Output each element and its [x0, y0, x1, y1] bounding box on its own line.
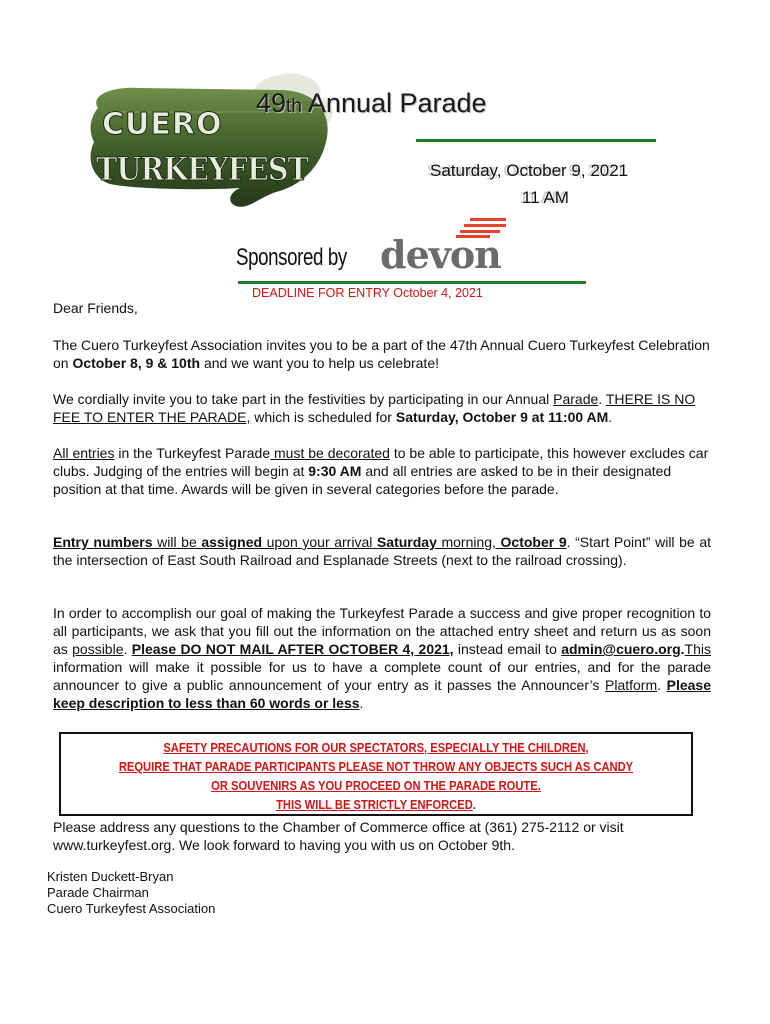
- text: THIS WILL BE STRICTLY ENFORCED: [276, 797, 473, 812]
- signature-block: [47, 869, 215, 917]
- text: .: [472, 797, 476, 812]
- paragraph-parade-info: [53, 390, 711, 426]
- paragraph-invitation: [53, 336, 711, 372]
- safety-line-3: OR SOUVENIRS AS YOU PROCEED ON THE PARADE ROUTE.: [211, 778, 541, 793]
- paragraph-contact: Please address any questions to the Chamber of Commerce office at (361) 275-2112 or visit www.turkeyfest.org. We look forward to having you with us on October 9th.: [53, 819, 624, 853]
- text: information will make it possible for us to have a complete count of our entries, and for the parade announcer to give a public announcement of your entry as it passes the Announcer’s: [53, 659, 711, 693]
- parade-word: Parade: [553, 391, 599, 407]
- text: .: [598, 391, 606, 407]
- safety-notice-box: [59, 732, 693, 816]
- title-suffix: th: [286, 96, 302, 117]
- text: . “Start Point” will be at the intersection of East South Railroad and Esplanade Streets (next to the railroad crossing).: [53, 534, 711, 568]
- all-entries: All entries: [53, 445, 115, 461]
- text: This: [684, 641, 711, 657]
- text: .: [359, 695, 364, 711]
- signer-role: Parade Chairman: [47, 885, 149, 900]
- saturday: Saturday: [376, 534, 437, 550]
- text: instead email to: [453, 641, 562, 657]
- sponsor-label: Sponsored by: [236, 244, 347, 271]
- parade-date-time: Saturday, October 9 at 11:00 AM: [395, 409, 609, 425]
- event-time: 11 AM: [522, 188, 569, 207]
- parade-title: [256, 88, 487, 119]
- must-be-decorated: must be decorated: [270, 445, 390, 461]
- title-rest: Annual Parade: [301, 88, 487, 118]
- sponsor-brand: devon: [380, 232, 501, 277]
- email-address[interactable]: admin@cuero.org: [561, 641, 681, 657]
- no-fee-notice: THERE IS NO FEE TO ENTER THE PARADE,: [53, 391, 696, 425]
- text: to be able to participate, this however excludes car clubs. Judging of the entries will begin at: [53, 445, 709, 479]
- text: upon your arrival: [262, 534, 377, 550]
- paragraph-entry-numbers: [53, 533, 711, 569]
- word-limit: Please keep description to less than 60 words or less: [53, 677, 711, 711]
- paragraph-entries: [53, 444, 711, 498]
- text: and we want you to help us celebrate!: [200, 355, 439, 371]
- safety-line-4: [105, 795, 647, 814]
- event-date: Saturday, October 9, 2021: [430, 161, 629, 180]
- entry-numbers: Entry numbers: [53, 534, 153, 550]
- logo-text-top: CUERO: [102, 107, 223, 142]
- text: The Cuero Turkeyfest Association invites you to be a part of the 47th Annual Cuero Turkeyfest Celebration on: [53, 337, 710, 371]
- text: We cordially invite you to take part in the festivities by participating in our Annual: [53, 391, 554, 407]
- text: REQUIRE THAT PARADE PARTICIPANTS PLEASE NOT THROW ANY OBJECTS SUCH AS CANDY: [118, 759, 634, 774]
- signer-org: Cuero Turkeyfest Association: [47, 901, 216, 916]
- logo-text-bottom: TURKEYFEST: [96, 150, 310, 188]
- text: .: [123, 641, 132, 657]
- safety-line-1: SAFETY PRECAUTIONS FOR OUR SPECTATORS, ESPECIALLY THE CHILDREN,: [163, 740, 589, 755]
- judging-time: 9:30 AM: [308, 463, 362, 479]
- mail-deadline: Please DO NOT MAIL AFTER OCTOBER 4, 2021,: [131, 641, 454, 657]
- text: which is scheduled for: [250, 409, 396, 425]
- text: In order to accomplish our goal of making the Turkeyfest Parade a success and give proper recognition to all participants, we ask that you fill out the information on the attached entry sheet and return us as soon as: [53, 605, 711, 657]
- title-number: 49: [256, 88, 287, 118]
- platform: Platform: [605, 677, 658, 693]
- green-divider-top: [416, 139, 656, 142]
- entry-deadline: DEADLINE FOR ENTRY October 4, 2021: [252, 286, 483, 300]
- text: morning,: [436, 534, 501, 550]
- signer-name: Kristen Duckett-Bryan: [47, 869, 174, 884]
- safety-line-2: [105, 757, 647, 776]
- october-9: October 9: [500, 534, 567, 550]
- possible: possible: [72, 641, 124, 657]
- salutation: Dear Friends,: [53, 300, 138, 316]
- text: and all entries are asked to be in their designated position at that time. Awards will be given in several categories before the parade.: [53, 463, 672, 497]
- text: .: [680, 641, 685, 657]
- text: .: [608, 409, 613, 425]
- text: in the Turkeyfest Parade: [114, 445, 271, 461]
- celebration-dates: October 8, 9 & 10th: [72, 355, 201, 371]
- text: will be: [152, 534, 202, 550]
- text: .: [657, 677, 667, 693]
- paragraph-entry-sheet: [53, 604, 711, 712]
- assigned: assigned: [201, 534, 263, 550]
- green-divider-bottom: [238, 281, 586, 284]
